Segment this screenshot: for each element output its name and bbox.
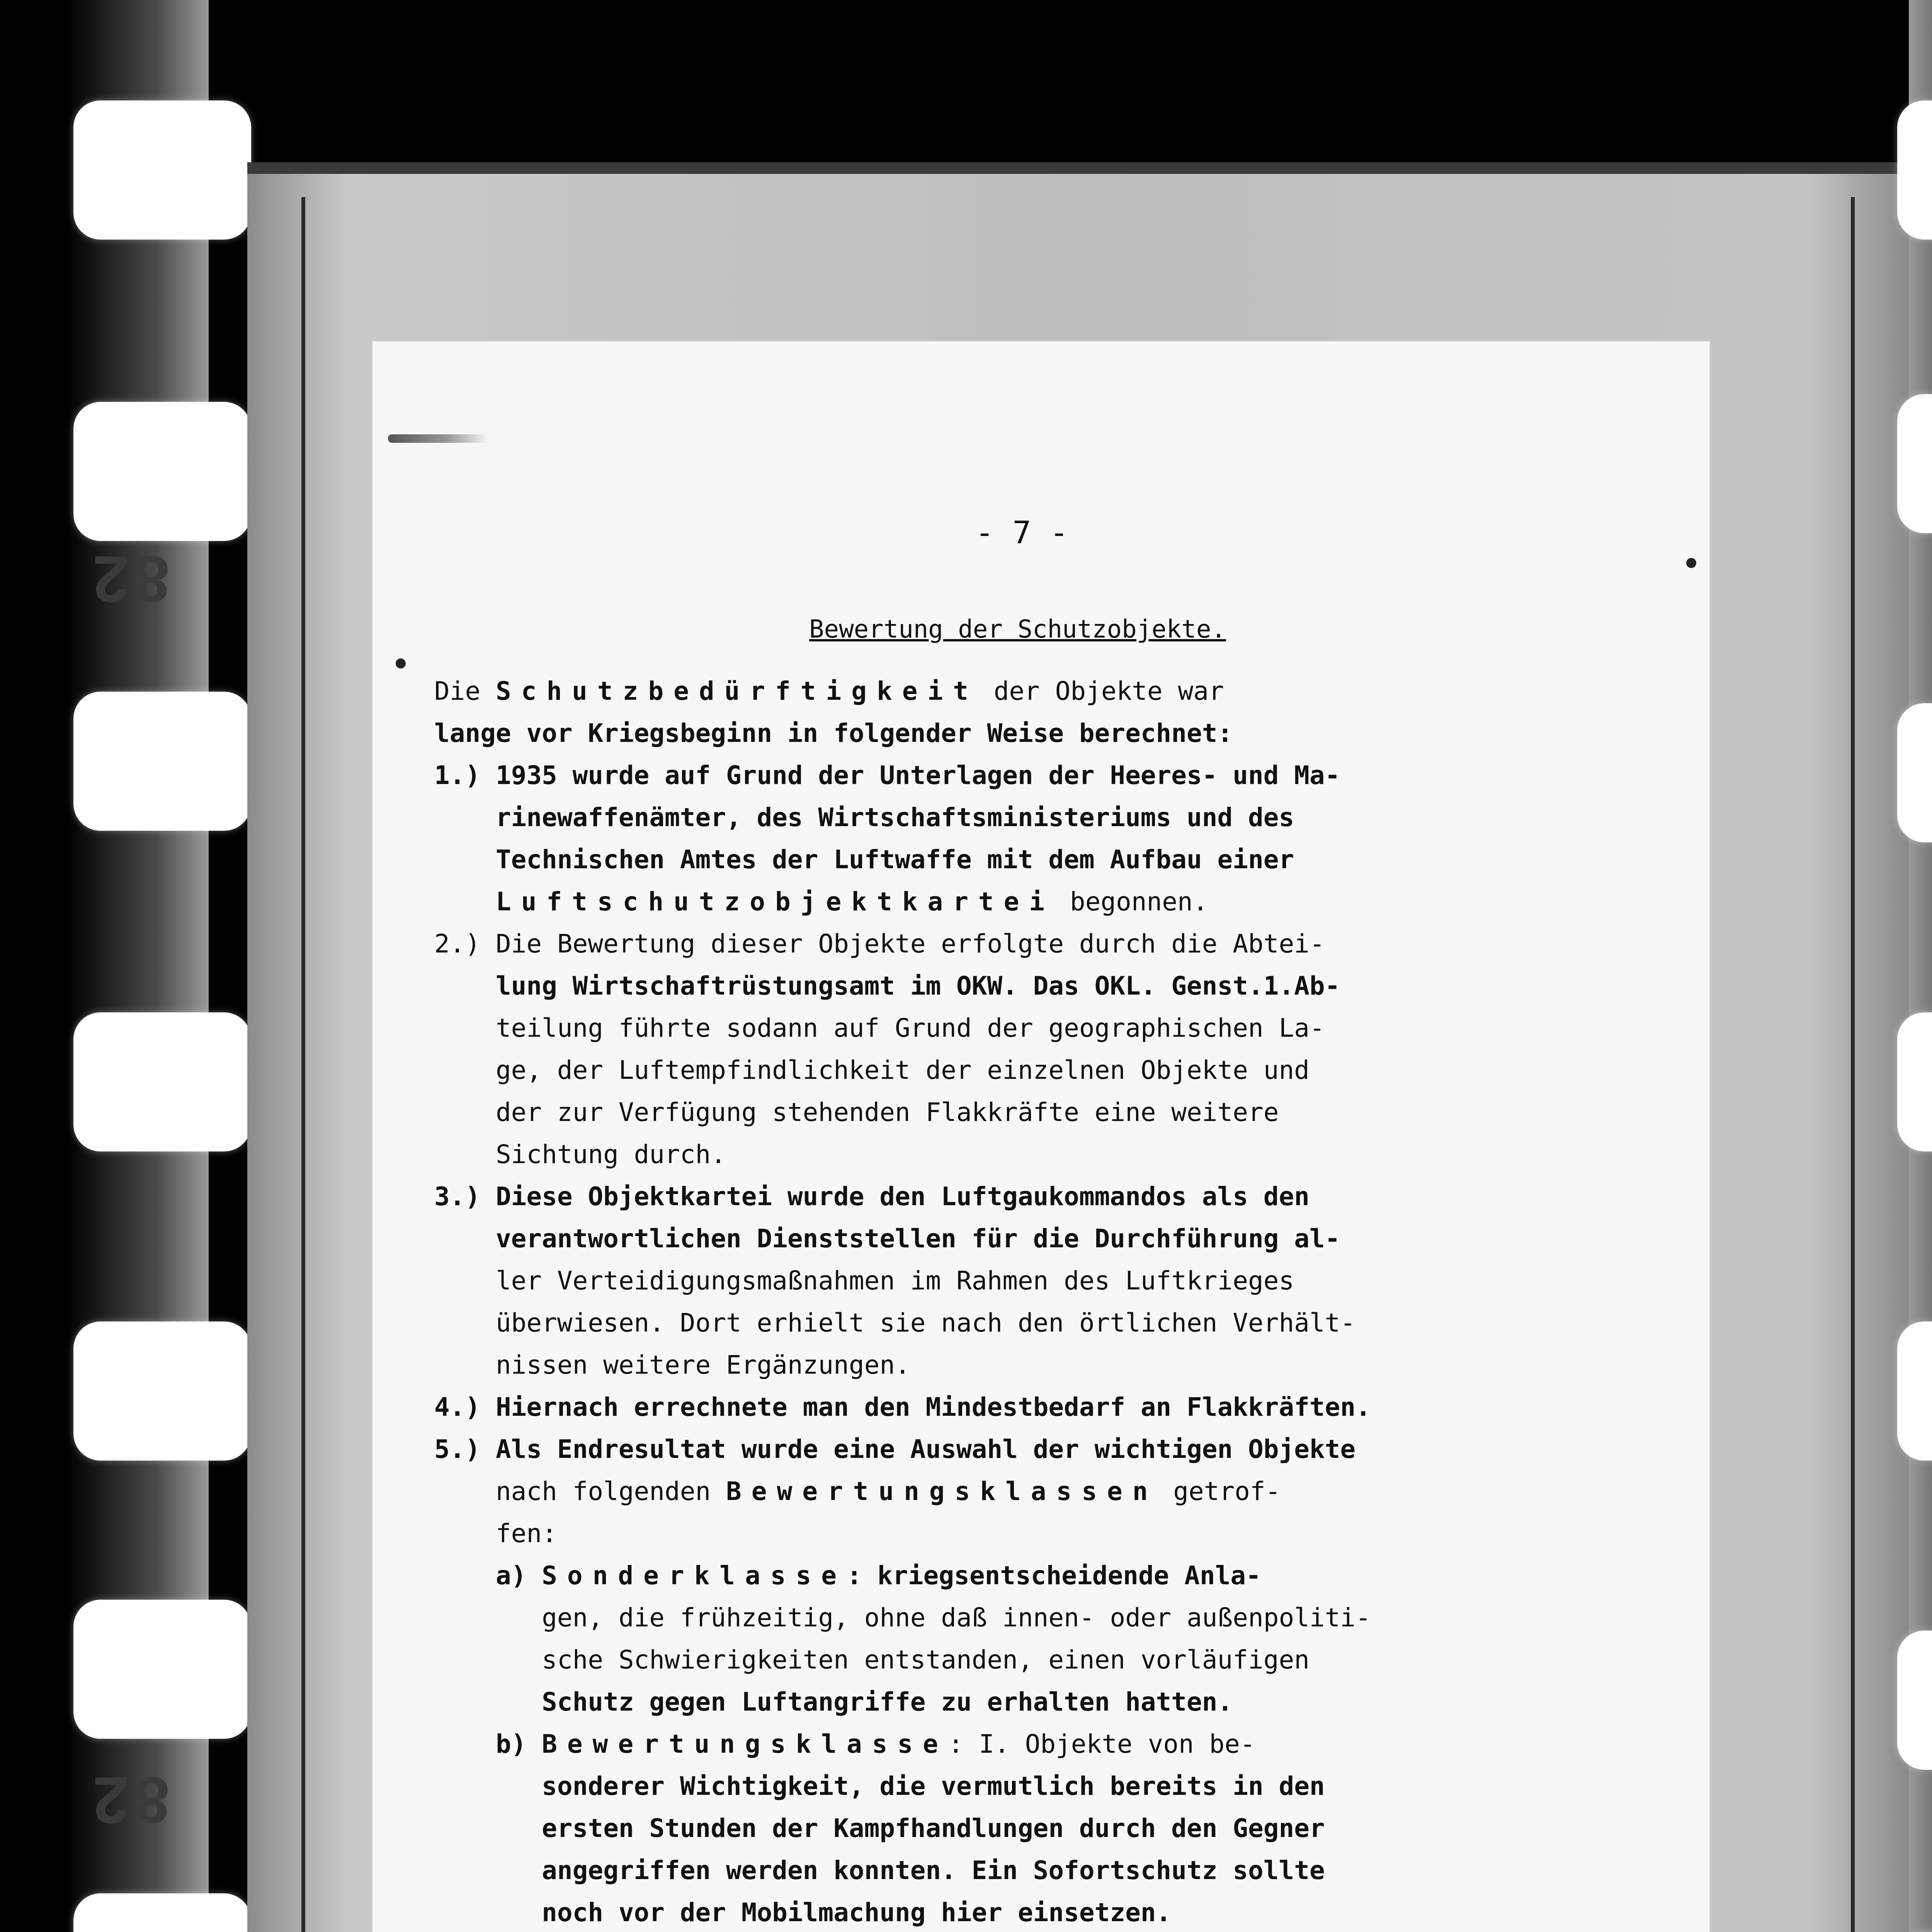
sub-item-label: a): [434, 1561, 542, 1590]
text-line: gen, die frühzeitig, ohne daß innen- oder außenpoliti-: [434, 1603, 1371, 1633]
text-line: teilung führte sodann auf Grund der geographischen La-: [434, 1013, 1325, 1043]
text-line: Sichtung durch.: [434, 1139, 726, 1169]
sprocket-hole: [73, 1321, 251, 1461]
text-line: rinewaffenämter, des Wirtschaftsministeriums und des: [434, 803, 1294, 832]
sprocket-hole: [73, 1600, 251, 1739]
sprocket-hole: [73, 1012, 251, 1151]
text-line: sche Schwierigkeiten entstanden, einen vorläufigen: [434, 1645, 1310, 1675]
sprocket-hole: [73, 1893, 251, 1932]
list-item: 4.) Hiernach errechnete man den Mindestbedarf an Flakkräften.: [434, 1392, 1371, 1422]
document-title: Bewertung der Schutzobjekte.: [809, 615, 1226, 644]
list-item: 5.) Als Endresultat wurde eine Auswahl der wichtigen Objekte: [434, 1434, 1356, 1464]
intro-word: Die: [434, 676, 481, 706]
text-line: ge, der Luftempfindlichkeit der einzelnen Objekte und: [434, 1055, 1310, 1085]
frame-number: 82: [89, 1763, 170, 1837]
sprocket-hole: [1897, 703, 1932, 842]
text-line: angegriffen werden konnten. Ein Sofortschutz sollte: [434, 1855, 1325, 1885]
text-line: der zur Verfügung stehenden Flakkräfte eine weitere: [434, 1097, 1279, 1127]
document-page: [371, 340, 1711, 1932]
sprocket-hole: [1897, 1631, 1932, 1770]
list-item: 3.) Diese Objektkartei wurde den Luftgaukommandos als den: [434, 1182, 1310, 1211]
frame-edge-line: [1851, 197, 1855, 1932]
text-line: der Objekte war: [978, 676, 1224, 706]
text-line: Technischen Amtes der Luftwaffe mit dem Aufbau einer: [434, 845, 1294, 874]
text-line: getrof-: [1158, 1476, 1281, 1506]
text-line: verantwortlichen Dienststellen für die Durchführung al-: [434, 1224, 1340, 1253]
frame-edge-line: [301, 197, 305, 1932]
text-line: lung Wirtschaftrüstungsamt im OKW. Das OKL. Genst.1.Ab-: [434, 971, 1340, 1001]
text-line: : I. Objekte von be-: [948, 1729, 1255, 1759]
emphasis-text: Bewertungsklasse: [542, 1729, 948, 1759]
text-line: fen:: [434, 1519, 557, 1548]
text-line: nach folgenden: [434, 1476, 726, 1506]
page-number: - 7 -: [975, 515, 1068, 551]
ink-smear: [388, 434, 488, 443]
right-sprocket-strip: [1909, 0, 1932, 1932]
sprocket-hole: [1897, 1012, 1932, 1151]
left-sprocket-strip: [0, 0, 209, 1932]
sprocket-hole: [73, 402, 251, 541]
text-line: lange vor Kriegsbeginn in folgender Weise berechnet:: [434, 718, 1233, 748]
sprocket-hole: [1897, 394, 1932, 533]
text-line: sonderer Wichtigkeit, die vermutlich bereits in den: [434, 1771, 1325, 1801]
list-item: 2.) Die Bewertung dieser Objekte erfolgte durch die Abtei-: [434, 929, 1325, 959]
emphasis-text: Bewertungsklassen: [726, 1476, 1158, 1506]
text-line: ler Verteidigungsmaßnahmen im Rahmen des Luftkrieges: [434, 1266, 1294, 1296]
text-line: Schutz gegen Luftangriffe zu erhalten hatten.: [434, 1687, 1233, 1717]
text-line: noch vor der Mobilmachung hier einsetzen.: [434, 1898, 1172, 1927]
emphasis-text: Schutzbedürftigkeit: [495, 676, 978, 706]
text-line: : kriegsentscheidende Anla-: [846, 1561, 1261, 1590]
sprocket-hole: [1897, 100, 1932, 240]
text-line: begonnen.: [1054, 887, 1208, 917]
sub-item-label: b): [434, 1729, 542, 1759]
list-item: 1.) 1935 wurde auf Grund der Unterlagen der Heeres- und Ma-: [434, 760, 1340, 790]
sprocket-hole: [73, 100, 251, 240]
frame-number: 82: [89, 542, 170, 616]
text-line: ersten Stunden der Kampfhandlungen durch den Gegner: [434, 1813, 1325, 1843]
text-line: überwiesen. Dort erhielt sie nach den örtlichen Verhält-: [434, 1308, 1356, 1338]
document-body: [434, 670, 1371, 1932]
emphasis-text: Luftschutzobjektkartei: [495, 887, 1055, 917]
sprocket-hole: [73, 692, 251, 831]
ink-mark: [396, 658, 406, 668]
ink-mark: [1686, 558, 1696, 568]
sprocket-hole: [1897, 1321, 1932, 1461]
emphasis-text: Sonderklasse: [542, 1561, 847, 1590]
text-line: nissen weitere Ergänzungen.: [434, 1350, 910, 1380]
